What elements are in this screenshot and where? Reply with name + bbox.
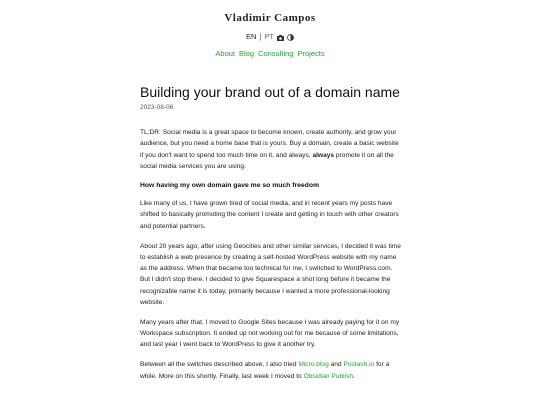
site-title[interactable]: Vladimir Campos (224, 12, 316, 24)
tldr-bold: always (312, 151, 335, 159)
tldr-text-start: TL;DR: Social media is a great space to become known, create authority, and grow your audience, but you need a home base that is yours. Buy a domain, create a basic website if you don't want to spend too much time on it, and always, (140, 129, 399, 159)
article-date: 2023-08-06 (140, 104, 174, 111)
article (140, 84, 402, 382)
paragraph-3: Many years after that, I moved to Google Sites because I was already paying for it on my Workspace subscription. It ended up not working out for me because of some limitations, and last year I went back to WordPress to give it another try. (140, 318, 400, 349)
p4-text-a: Between all the switches described above, I also tried (140, 361, 299, 369)
obsidian-publish-link[interactable]: Obsidian Publish (303, 372, 354, 380)
tldr-text-end: promote it on all the social media services you are using. (140, 151, 394, 170)
site-header (0, 0, 540, 58)
lang-en[interactable]: EN (246, 32, 257, 41)
p4-text-b: for a while. More on this shortly. Finally, last week I moved to (140, 361, 390, 380)
microblog-link[interactable]: Micro.blog (298, 361, 329, 369)
camera-icon[interactable] (277, 34, 284, 40)
postash-link[interactable]: Postash.io (343, 361, 375, 369)
tldr-paragraph (140, 127, 402, 172)
paragraph-2: About 20 years ago, after using Geocities and other similar services, I decided it was time to establish a web presence by creating a self-hosted WordPress website with my name as the address. When that became too technical for me, I switched to WordPress.com. But I didn't stop there. I decided to give Squarespace a shot long before it became the recognizable name it is today, primarily because I wanted a more professional-looking website. (140, 242, 401, 307)
main-nav (0, 49, 540, 58)
nav-consulting[interactable]: Consulting (258, 49, 294, 58)
p4-and: and (328, 361, 344, 369)
section-heading: How having my own domain gave me so much freedom (140, 182, 320, 190)
language-switcher (0, 32, 540, 41)
lang-separator: | (259, 32, 262, 41)
lang-pt[interactable]: PT (264, 32, 274, 41)
article-title: Building your brand out of a domain name (140, 84, 400, 100)
nav-about[interactable]: About (215, 49, 236, 58)
paragraph-1: Like many of us, I have grown tired of social media, and in recent years my posts have shifted to basically promoting the content I create and getting in touch with other creators and potential partners. (140, 200, 399, 230)
contrast-icon[interactable] (287, 34, 294, 40)
p4-end: . (353, 372, 355, 380)
nav-blog[interactable]: Blog (239, 49, 255, 58)
paragraph-4 (140, 359, 402, 382)
nav-projects[interactable]: Projects (297, 49, 325, 58)
